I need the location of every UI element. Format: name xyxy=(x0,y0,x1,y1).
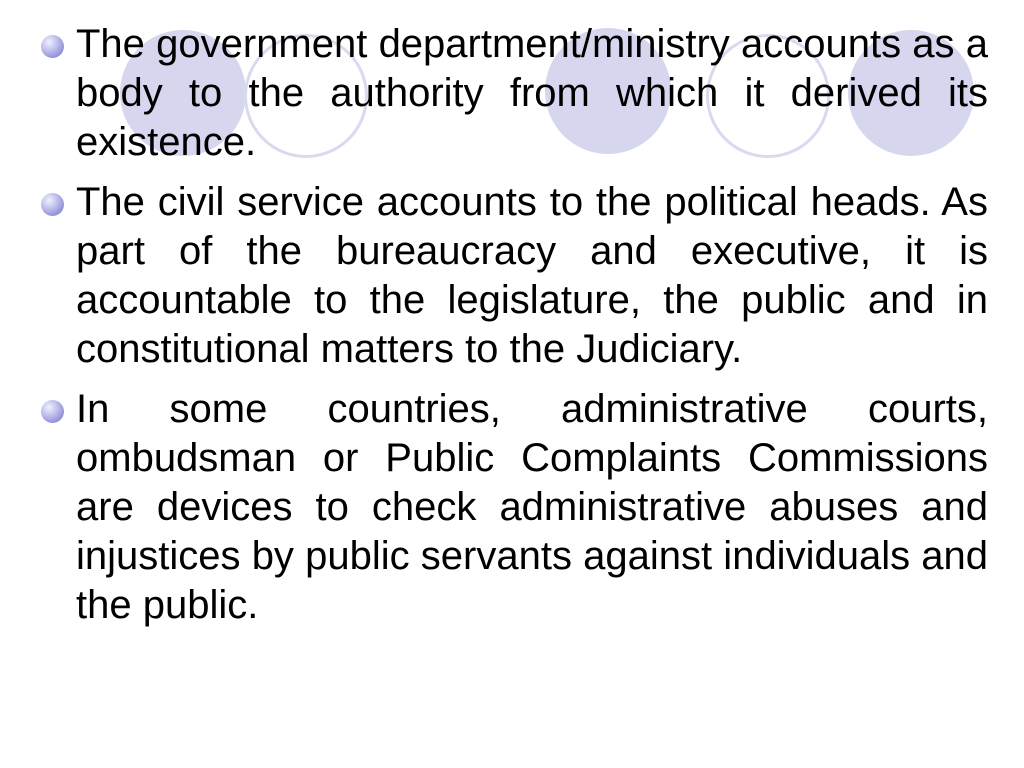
bullet-text: The government department/ministry accounts as a body to the authority from which it derived its existence. xyxy=(76,22,988,164)
bullet-circle-icon xyxy=(41,400,64,423)
bullet-text: The civil service accounts to the political heads. As part of the bureaucracy and executive, it is accountable to the legislature, the public and in constitutional matters to the Judiciary. xyxy=(76,180,988,371)
bullet-circle-icon xyxy=(41,35,64,58)
bullet-item xyxy=(38,178,988,374)
bullet-text: In some countries, administrative courts, ombudsman or Public Complaints Commissions are devices to check administrative abuses and injustices by public servants against individuals and the public. xyxy=(76,387,988,627)
bullet-item xyxy=(38,20,988,167)
bullet-circle-icon xyxy=(41,193,64,216)
bullet-list xyxy=(38,20,988,630)
bullet-item xyxy=(38,385,988,630)
slide-body xyxy=(38,20,988,641)
